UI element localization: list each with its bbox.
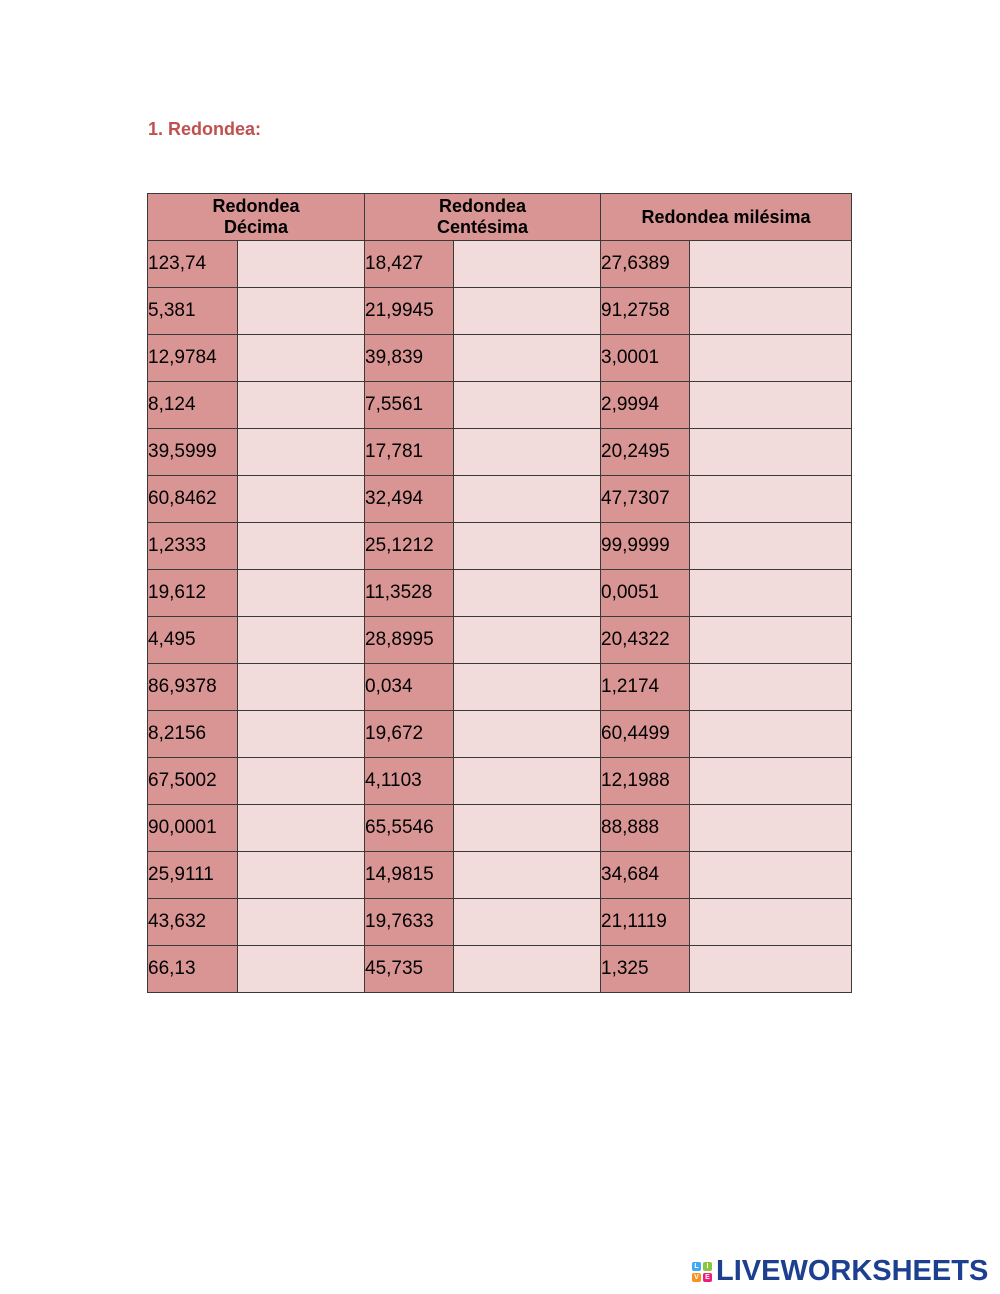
answer-cell xyxy=(454,288,601,335)
answer-input[interactable] xyxy=(690,382,851,428)
answer-input[interactable] xyxy=(238,241,364,287)
table-row xyxy=(148,288,852,335)
answer-input[interactable] xyxy=(238,476,364,522)
number-cell: 43,632 xyxy=(148,899,238,946)
number-cell: 20,2495 xyxy=(601,429,690,476)
logo-square-icon: I xyxy=(703,1262,712,1271)
table-row xyxy=(148,711,852,758)
number-cell: 3,0001 xyxy=(601,335,690,382)
table-row xyxy=(148,852,852,899)
number-cell: 86,9378 xyxy=(148,664,238,711)
answer-input[interactable] xyxy=(690,758,851,804)
number-cell: 25,9111 xyxy=(148,852,238,899)
answer-input[interactable] xyxy=(454,476,600,522)
answer-input[interactable] xyxy=(454,899,600,945)
answer-input[interactable] xyxy=(690,570,851,616)
number-cell: 12,9784 xyxy=(148,335,238,382)
answer-input[interactable] xyxy=(454,523,600,569)
table-row xyxy=(148,664,852,711)
answer-input[interactable] xyxy=(238,288,364,334)
answer-cell xyxy=(238,570,365,617)
table-row xyxy=(148,382,852,429)
answer-input[interactable] xyxy=(454,664,600,710)
answer-cell xyxy=(454,241,601,288)
number-cell: 0,034 xyxy=(365,664,454,711)
answer-cell xyxy=(454,476,601,523)
number-cell: 67,5002 xyxy=(148,758,238,805)
answer-input[interactable] xyxy=(238,664,364,710)
number-cell: 0,0051 xyxy=(601,570,690,617)
number-cell: 4,495 xyxy=(148,617,238,664)
answer-input[interactable] xyxy=(690,899,851,945)
answer-cell xyxy=(690,805,852,852)
answer-input[interactable] xyxy=(454,852,600,898)
answer-input[interactable] xyxy=(454,617,600,663)
rounding-table xyxy=(147,193,852,993)
table-row xyxy=(148,946,852,993)
answer-cell xyxy=(454,335,601,382)
answer-cell xyxy=(690,899,852,946)
answer-cell xyxy=(238,711,365,758)
answer-input[interactable] xyxy=(690,711,851,757)
answer-input[interactable] xyxy=(454,946,600,992)
answer-input[interactable] xyxy=(690,288,851,334)
answer-input[interactable] xyxy=(690,335,851,381)
answer-cell xyxy=(454,382,601,429)
number-cell: 19,7633 xyxy=(365,899,454,946)
number-cell: 2,9994 xyxy=(601,382,690,429)
answer-cell xyxy=(238,335,365,382)
answer-cell xyxy=(690,382,852,429)
answer-cell xyxy=(690,711,852,758)
table-row xyxy=(148,758,852,805)
answer-cell xyxy=(454,617,601,664)
answer-cell xyxy=(690,664,852,711)
number-cell: 88,888 xyxy=(601,805,690,852)
answer-cell xyxy=(238,382,365,429)
answer-cell xyxy=(238,523,365,570)
table-row xyxy=(148,523,852,570)
number-cell: 90,0001 xyxy=(148,805,238,852)
answer-cell xyxy=(690,429,852,476)
logo-text: LIVEWORKSHEETS xyxy=(716,1255,989,1287)
number-cell: 17,781 xyxy=(365,429,454,476)
number-cell: 5,381 xyxy=(148,288,238,335)
answer-cell xyxy=(454,805,601,852)
answer-input[interactable] xyxy=(238,805,364,851)
answer-cell xyxy=(690,288,852,335)
answer-cell xyxy=(690,335,852,382)
answer-cell xyxy=(690,476,852,523)
number-cell: 21,9945 xyxy=(365,288,454,335)
answer-input[interactable] xyxy=(454,288,600,334)
answer-input[interactable] xyxy=(690,241,851,287)
number-cell: 65,5546 xyxy=(365,805,454,852)
number-cell: 47,7307 xyxy=(601,476,690,523)
number-cell: 1,2333 xyxy=(148,523,238,570)
answer-cell xyxy=(238,617,365,664)
number-cell: 21,1119 xyxy=(601,899,690,946)
answer-cell xyxy=(690,946,852,993)
answer-input[interactable] xyxy=(238,758,364,804)
number-cell: 91,2758 xyxy=(601,288,690,335)
header-centesima: Redondea Centésima xyxy=(365,194,601,241)
answer-cell xyxy=(454,852,601,899)
number-cell: 19,612 xyxy=(148,570,238,617)
number-cell: 28,8995 xyxy=(365,617,454,664)
table-row xyxy=(148,617,852,664)
answer-cell xyxy=(238,288,365,335)
answer-input[interactable] xyxy=(454,382,600,428)
answer-input[interactable] xyxy=(690,617,851,663)
logo-square-icon: L xyxy=(692,1262,701,1271)
answer-cell xyxy=(454,711,601,758)
answer-cell xyxy=(238,476,365,523)
answer-input[interactable] xyxy=(238,523,364,569)
answer-cell xyxy=(238,852,365,899)
answer-input[interactable] xyxy=(238,335,364,381)
answer-input[interactable] xyxy=(238,429,364,475)
answer-input[interactable] xyxy=(454,429,600,475)
number-cell: 25,1212 xyxy=(365,523,454,570)
logo-square-icon: V xyxy=(692,1273,701,1282)
exercise-title: 1. Redondea: xyxy=(148,119,262,139)
number-cell: 4,1103 xyxy=(365,758,454,805)
table-row xyxy=(148,429,852,476)
number-cell: 8,124 xyxy=(148,382,238,429)
number-cell: 1,2174 xyxy=(601,664,690,711)
number-cell: 20,4322 xyxy=(601,617,690,664)
answer-input[interactable] xyxy=(238,617,364,663)
answer-input[interactable] xyxy=(690,664,851,710)
answer-input[interactable] xyxy=(690,476,851,522)
answer-cell xyxy=(454,758,601,805)
answer-cell xyxy=(454,899,601,946)
table-row xyxy=(148,805,852,852)
table-row xyxy=(148,570,852,617)
number-cell: 66,13 xyxy=(148,946,238,993)
answer-cell xyxy=(454,429,601,476)
logo-mark-icon xyxy=(692,1262,712,1282)
answer-cell xyxy=(454,570,601,617)
answer-input[interactable] xyxy=(238,382,364,428)
liveworksheets-logo xyxy=(692,1255,988,1288)
number-cell: 32,494 xyxy=(365,476,454,523)
answer-input[interactable] xyxy=(454,711,600,757)
number-cell: 39,839 xyxy=(365,335,454,382)
table-row xyxy=(148,899,852,946)
number-cell: 18,427 xyxy=(365,241,454,288)
answer-input[interactable] xyxy=(454,805,600,851)
answer-input[interactable] xyxy=(238,852,364,898)
table-row xyxy=(148,476,852,523)
answer-input[interactable] xyxy=(238,899,364,945)
table-row xyxy=(148,241,852,288)
answer-input[interactable] xyxy=(238,711,364,757)
number-cell: 39,5999 xyxy=(148,429,238,476)
number-cell: 7,5561 xyxy=(365,382,454,429)
answer-input[interactable] xyxy=(690,523,851,569)
answer-cell xyxy=(238,429,365,476)
answer-cell xyxy=(238,805,365,852)
header-milesima: Redondea milésima xyxy=(601,194,852,241)
header-decima: Redondea Décima xyxy=(148,194,365,241)
answer-cell xyxy=(454,664,601,711)
answer-input[interactable] xyxy=(454,570,600,616)
answer-cell xyxy=(238,664,365,711)
answer-cell xyxy=(238,946,365,993)
number-cell: 14,9815 xyxy=(365,852,454,899)
answer-cell xyxy=(454,523,601,570)
number-cell: 99,9999 xyxy=(601,523,690,570)
number-cell: 8,2156 xyxy=(148,711,238,758)
table-row xyxy=(148,335,852,382)
logo-square-icon: E xyxy=(703,1273,712,1282)
answer-input[interactable] xyxy=(454,335,600,381)
answer-cell xyxy=(238,899,365,946)
number-cell: 19,672 xyxy=(365,711,454,758)
answer-input[interactable] xyxy=(238,946,364,992)
answer-cell xyxy=(690,241,852,288)
answer-cell xyxy=(238,241,365,288)
answer-input[interactable] xyxy=(454,758,600,804)
answer-input[interactable] xyxy=(690,429,851,475)
answer-cell xyxy=(238,758,365,805)
answer-input[interactable] xyxy=(690,852,851,898)
number-cell: 11,3528 xyxy=(365,570,454,617)
number-cell: 123,74 xyxy=(148,241,238,288)
number-cell: 1,325 xyxy=(601,946,690,993)
number-cell: 45,735 xyxy=(365,946,454,993)
number-cell: 34,684 xyxy=(601,852,690,899)
answer-input[interactable] xyxy=(238,570,364,616)
number-cell: 60,8462 xyxy=(148,476,238,523)
answer-cell xyxy=(690,617,852,664)
answer-cell xyxy=(690,758,852,805)
answer-cell xyxy=(690,570,852,617)
number-cell: 60,4499 xyxy=(601,711,690,758)
answer-input[interactable] xyxy=(690,805,851,851)
answer-cell xyxy=(454,946,601,993)
answer-input[interactable] xyxy=(454,241,600,287)
header-row xyxy=(148,194,852,241)
answer-cell xyxy=(690,523,852,570)
number-cell: 27,6389 xyxy=(601,241,690,288)
answer-input[interactable] xyxy=(690,946,851,992)
number-cell: 12,1988 xyxy=(601,758,690,805)
answer-cell xyxy=(690,852,852,899)
